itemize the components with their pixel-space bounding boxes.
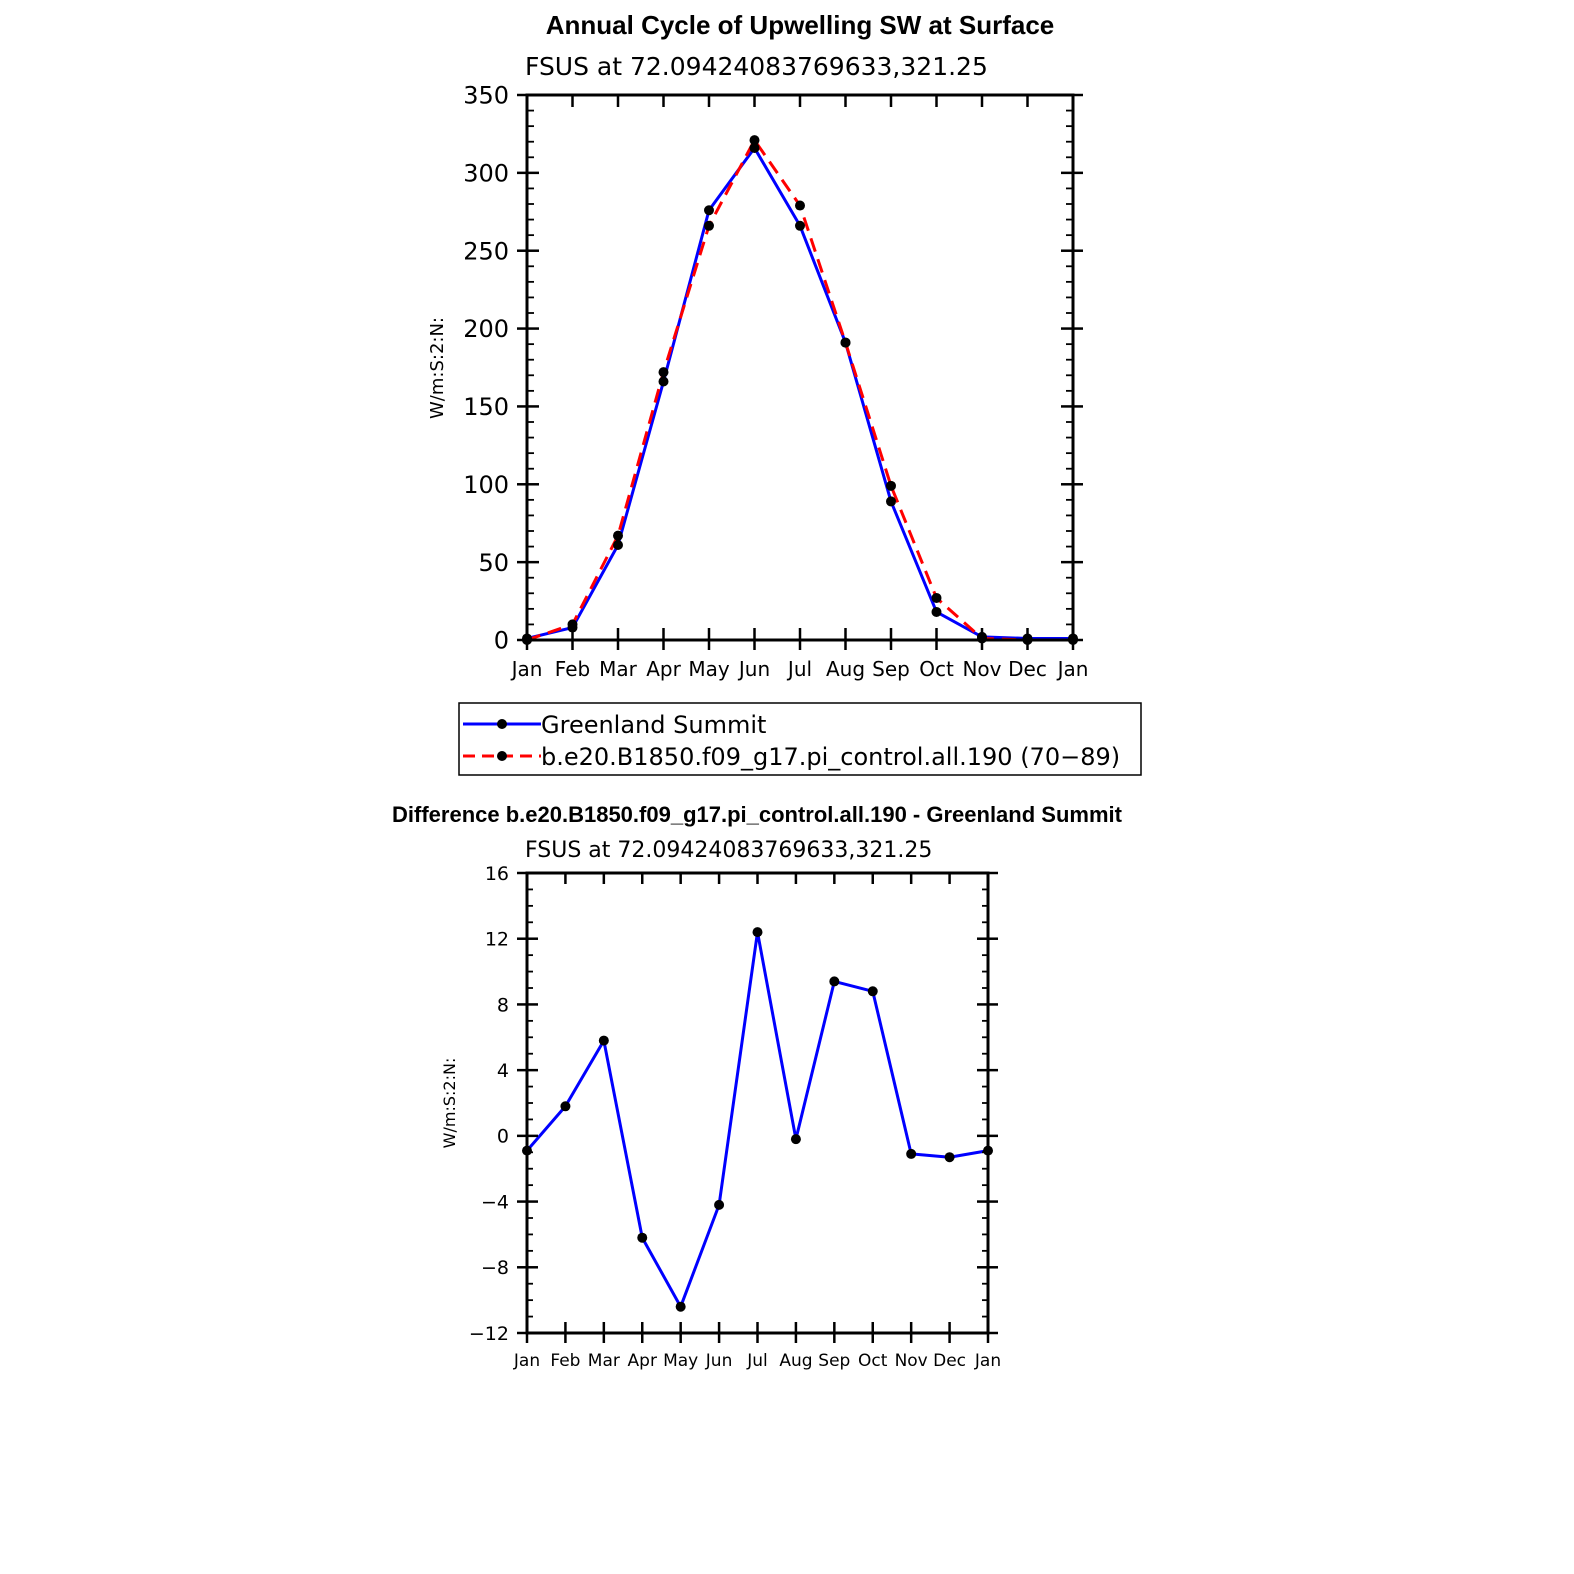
data-point [637,1233,647,1243]
x-tick-label: Oct [919,657,954,681]
y-tick-label: 200 [463,315,509,344]
chart1-y-axis-label: W/m:S:2:N: [427,317,448,419]
y-tick-label: 50 [478,548,509,577]
data-point [795,221,805,231]
legend-marker-model-run [497,751,507,761]
data-point [932,593,942,603]
y-tick-label: 150 [463,393,509,422]
y-tick-label: 16 [484,862,509,885]
data-point [841,338,851,348]
annual-cycle-chart [427,10,1141,775]
data-point [704,221,714,231]
x-tick-label: Feb [554,657,591,681]
x-tick-label: Sep [818,1351,851,1371]
x-tick-label: Jan [974,1351,1002,1371]
y-tick-label: 100 [463,470,509,499]
x-tick-label: Aug [779,1351,813,1371]
data-point [795,201,805,211]
series-line-0 [527,932,988,1307]
x-tick-label: May [663,1351,699,1371]
series-line-1 [527,140,1073,640]
data-point [886,481,896,491]
x-tick-label: Jan [513,1351,541,1371]
x-tick-label: Jan [511,657,543,681]
data-point [750,135,760,145]
data-point [599,1036,609,1046]
x-tick-label: Mar [599,657,637,681]
data-point [659,367,669,377]
data-point [659,377,669,387]
x-tick-label: Nov [962,657,1002,681]
x-tick-label: Jun [738,657,771,681]
legend-entry-model-run [463,743,1120,771]
chart2-title: Difference b.e20.B1850.f09_g17.pi_control.all.190 - Greenland Summit [392,802,1122,827]
chart1-title: Annual Cycle of Upwelling SW at Surface [545,10,1055,40]
y-tick-label: 4 [496,1059,509,1082]
y-tick-label: 300 [463,159,509,188]
data-point [753,927,763,937]
y-tick-label: 0 [493,626,509,655]
x-tick-label: May [688,657,730,681]
data-point [613,540,623,550]
x-tick-label: Oct [858,1351,888,1371]
legend-label-model-run: b.e20.B1850.f09_g17.pi_control.all.190 (70−89) [541,743,1121,771]
data-point [704,205,714,215]
legend-marker-greenland-summit [497,719,507,729]
x-tick-label: Jul [747,1351,768,1371]
x-tick-label: Apr [646,657,681,681]
x-tick-label: Apr [627,1351,657,1371]
chart1-subtitle: FSUS at 72.09424083769633,321.25 [525,52,988,81]
x-tick-label: Jun [705,1351,733,1371]
data-point [932,607,942,617]
data-point [791,1134,801,1144]
data-point [613,531,623,541]
chart2-subtitle: FSUS at 72.09424083769633,321.25 [525,838,933,863]
x-tick-label: Dec [933,1351,967,1371]
y-tick-label: 350 [463,81,509,110]
data-point [868,986,878,996]
x-tick-label: Nov [894,1351,928,1371]
x-tick-label: Sep [872,657,910,681]
y-tick-label: 250 [463,237,509,266]
x-tick-label: Feb [550,1351,581,1371]
data-point [568,619,578,629]
data-point [945,1152,955,1162]
y-tick-label: 0 [496,1125,509,1148]
y-tick-label: −12 [468,1322,509,1345]
chart1-legend [459,703,1141,775]
x-tick-label: Jan [1057,657,1089,681]
y-tick-label: −8 [480,1257,509,1280]
x-tick-label: Dec [1008,657,1047,681]
data-point [676,1302,686,1312]
y-tick-label: −4 [480,1191,509,1214]
y-tick-label: 12 [484,928,509,951]
data-point [886,496,896,506]
data-point [906,1149,916,1159]
x-tick-label: Mar [587,1351,620,1371]
x-tick-label: Aug [825,657,866,681]
legend-label-greenland-summit: Greenland Summit [541,711,767,739]
data-point [714,1200,724,1210]
x-tick-label: Jul [787,657,813,681]
chart2-y-axis-label: W/m:S:2:N: [440,1057,459,1149]
difference-chart [392,802,1123,1371]
y-tick-label: 8 [496,994,509,1017]
chart1-plot-frame [527,95,1073,640]
data-point [829,976,839,986]
data-point [560,1101,570,1111]
